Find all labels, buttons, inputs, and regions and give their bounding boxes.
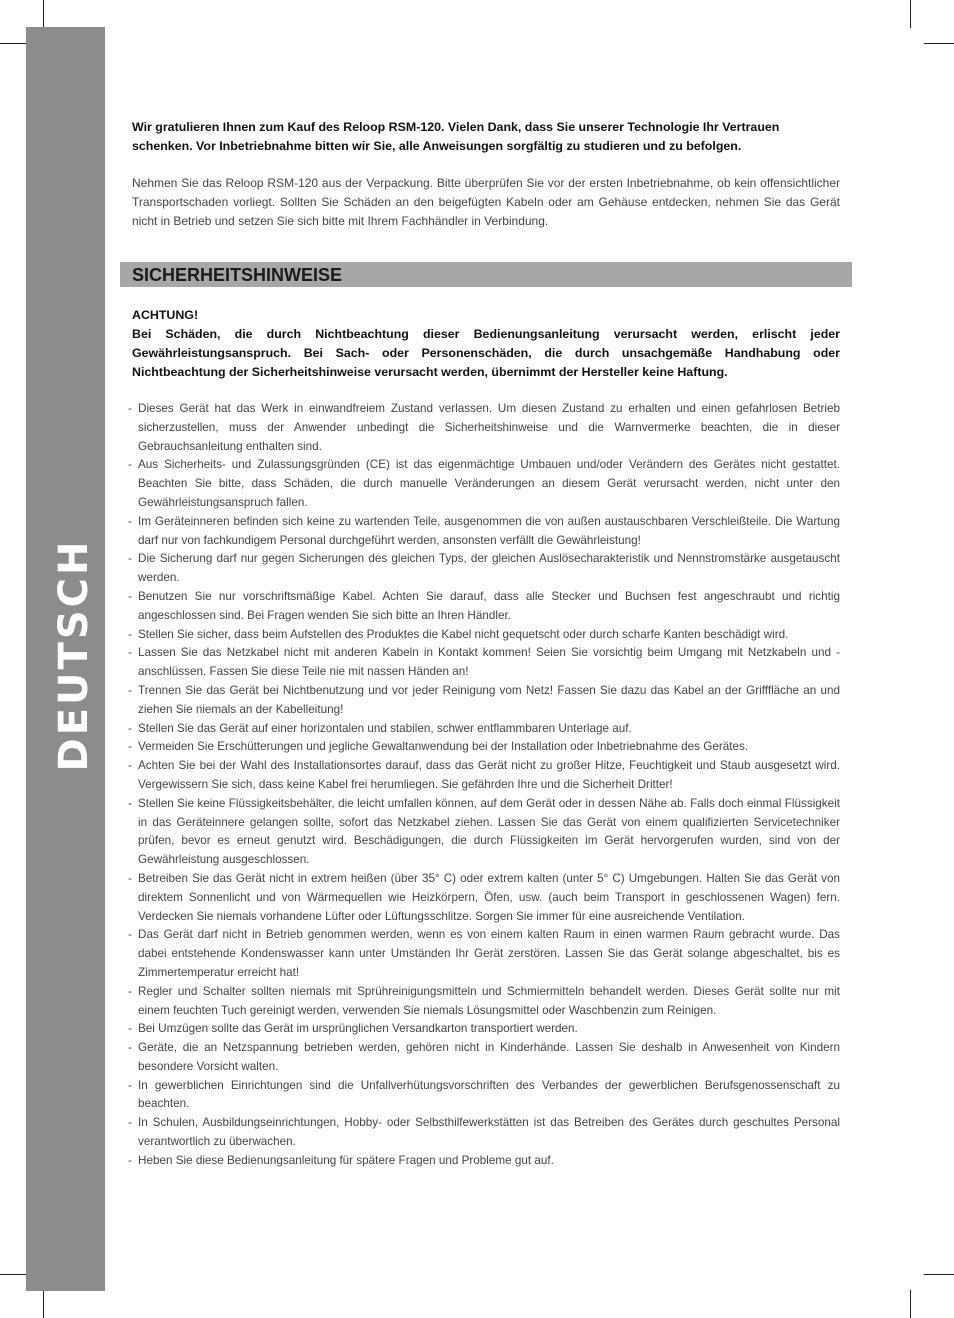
- list-item: - Dieses Gerät hat das Werk in einwandfreiem Zustand verlassen. Um diesen Zustand zu erhalten und einen gefahrlosen Betrieb sicherzustellen, muss der Anwender unbedingt die Sicherheitshinweise und die Warnvermerke beachten, die in dieser Gebrauchsanleitung enthalten sind.: [128, 400, 840, 456]
- safety-rules-list: [128, 400, 840, 1171]
- section-title: SICHERHEITSHINWEISE: [132, 265, 343, 285]
- list-item: - In Schulen, Ausbildungseinrichtungen, Hobby- oder Selbsthilfewerkstätten ist das Betreiben des Gerätes durch geschultes Personal verantwortlich zu überwachen.: [128, 1114, 840, 1152]
- crop-mark: [43, 0, 44, 28]
- list-item: - Achten Sie bei der Wahl des Installationsortes darauf, dass das Gerät nicht zu großer Hitze, Feuchtigkeit und Staub ausgesetzt wird. Vergewissern Sie sich, dass keine Kabel frei herumliegen. Sie gefährden Ihre und die Sicherheit Dritter!: [128, 757, 840, 795]
- list-item: - Im Geräteinneren befinden sich keine zu wartenden Teile, ausgenommen die von außen austauschbaren Verschleißteile. Die Wartung darf nur von fachkundigem Personal durchgeführt werden, ansonsten verfällt die Gewährleistung!: [128, 513, 840, 551]
- list-item: - Vermeiden Sie Erschütterungen und jegliche Gewaltanwendung bei der Installation oder Inbetriebnahme des Gerätes.: [128, 738, 840, 757]
- crop-mark: [43, 1290, 44, 1318]
- list-item: - Bei Umzügen sollte das Gerät im ursprünglichen Versandkarton transportiert werden.: [128, 1020, 840, 1039]
- language-label: DEUTSCH: [51, 538, 97, 772]
- list-item: - Heben Sie diese Bedienungsanleitung für spätere Fragen und Probleme gut auf.: [128, 1152, 840, 1171]
- list-item: - Lassen Sie das Netzkabel nicht mit anderen Kabeln in Kontakt kommen! Seien Sie vorsichtig beim Umgang mit Netzkabeln und -anschlüssen. Fassen Sie diese Teile nie mit nassen Händen an!: [128, 644, 840, 682]
- list-item: - Stellen Sie das Gerät auf einer horizontalen und stabilen, schwer entflammbaren Unterlage auf.: [128, 720, 840, 739]
- list-item: - In gewerblichen Einrichtungen sind die Unfallverhütungsvorschriften des Verbandes der gewerblichen Berufsgenossenschaft zu beachten.: [128, 1077, 840, 1115]
- intro: [132, 118, 840, 231]
- list-item: - Stellen Sie keine Flüssigkeitsbehälter, die leicht umfallen können, auf dem Gerät oder in dessen Nähe ab. Falls doch einmal Flüssigkeit in das Geräteinnere gelangen sollte, sofort das Netzkabel ziehen. Lassen Sie das Gerät von einem qualifizierten Servicetechniker prüfen, bevor es erneut genutzt wird. Beschädigungen, die durch Flüssigkeiten im Gerät hervorgerufen wurden, sind von der Gewährleistung ausgeschlossen.: [128, 795, 840, 870]
- list-item: - Geräte, die an Netzspannung betrieben werden, gehören nicht in Kinderhände. Lassen Sie deshalb in Anwesenheit von Kindern besondere Vorsicht walten.: [128, 1039, 840, 1077]
- warning-heading: ACHTUNG!: [132, 308, 199, 322]
- crop-mark: [924, 43, 954, 44]
- crop-mark: [910, 1290, 911, 1318]
- crop-mark: [0, 1274, 28, 1275]
- crop-mark: [924, 1274, 954, 1275]
- intro-text: Nehmen Sie das Reloop RSM-120 aus der Verpackung. Bitte überprüfen Sie vor der ersten Inbetriebnahme, ob kein offensichtlicher Transportschaden vorliegt. Sollten Sie Schäden an den beigefügten Kabeln oder am Gehäuse entdecken, nehmen Sie das Gerät nicht in Betrieb und setzen Sie sich bitte mit Ihrem Fachhändler in Verbindung.: [132, 176, 840, 228]
- list-item: - Aus Sicherheits- und Zulassungsgründen (CE) ist das eigenmächtige Umbauen und/oder Verändern des Gerätes nicht gestattet. Beachten Sie bitte, dass Schäden, die durch manuelle Veränderungen an diesem Gerät verursacht werden, nicht unter den Gewährleistungsanspruch fallen.: [128, 456, 840, 512]
- list-item: - Stellen Sie sicher, dass beim Aufstellen des Produktes die Kabel nicht gequetscht oder durch scharfe Kanten beschädigt wird.: [128, 626, 840, 645]
- crop-mark: [0, 43, 28, 44]
- list-item: - Die Sicherung darf nur gegen Sicherungen des gleichen Typs, der gleichen Auslösecharakteristik und Nennstromstärke ausgetauscht werden.: [128, 550, 840, 588]
- warning-text: Bei Schäden, die durch Nichtbeachtung dieser Bedienungsanleitung verursacht werden, erlischt jeder Gewährleistungsanspruch. Bei Sach- oder Personenschäden, die durch unsachgemäße Handhabung oder Nichtbeachtung der Sicherheitshinweise verursacht werden, übernimmt der Hersteller keine Haftung.: [132, 327, 840, 379]
- list-item: - Betreiben Sie das Gerät nicht in extrem heißen (über 35° C) oder extrem kalten (unter 5° C) Umgebungen. Halten Sie das Gerät von direktem Sonnenlicht und von Wärmequellen wie Heizkörpern, Öfen, usw. (auch beim Transport in geschlossenen Wagen) fern. Verdecken Sie niemals vorhandene Lüfter oder Lüftungsschlitze. Sorgen Sie immer für eine ausreichende Ventilation.: [128, 870, 840, 926]
- intro-bold-text: Wir gratulieren Ihnen zum Kauf des Reloop RSM-120. Vielen Dank, dass Sie unserer Technologie Ihr Vertrauen schenken. Vor Inbetriebnahme bitten wir Sie, alle Anweisungen sorgfältig zu studieren und zu befolgen.: [132, 120, 780, 153]
- list-item: - Das Gerät darf nicht in Betrieb genommen werden, wenn es von einem kalten Raum in einen warmen Raum gebracht wurde. Das dabei entstehende Kondenswasser kann unter Umständen Ihr Gerät zerstören. Lassen Sie das Gerät solange abgeschaltet, bis es Zimmertemperatur erreicht hat!: [128, 926, 840, 982]
- crop-mark: [910, 0, 911, 28]
- list-item: - Regler und Schalter sollten niemals mit Sprühreinigungsmitteln und Schmiermitteln behandelt werden. Dieses Gerät sollte nur mit einem feuchten Tuch gereinigt werden, verwenden Sie niemals Lösungsmittel oder Waschbenzin zum Reinigen.: [128, 983, 840, 1021]
- list-item: - Benutzen Sie nur vorschriftsmäßige Kabel. Achten Sie darauf, dass alle Stecker und Buchsen fest angeschraubt und richtig angeschlossen sind. Bei Fragen wenden Sie sich bitte an Ihren Händler.: [128, 588, 840, 626]
- list-item: - Trennen Sie das Gerät bei Nichtbenutzung und vor jeder Reinigung vom Netz! Fassen Sie dazu das Kabel an der Grifffläche an und ziehen Sie niemals an der Kabelleitung!: [128, 682, 840, 720]
- warning-block: [132, 306, 840, 382]
